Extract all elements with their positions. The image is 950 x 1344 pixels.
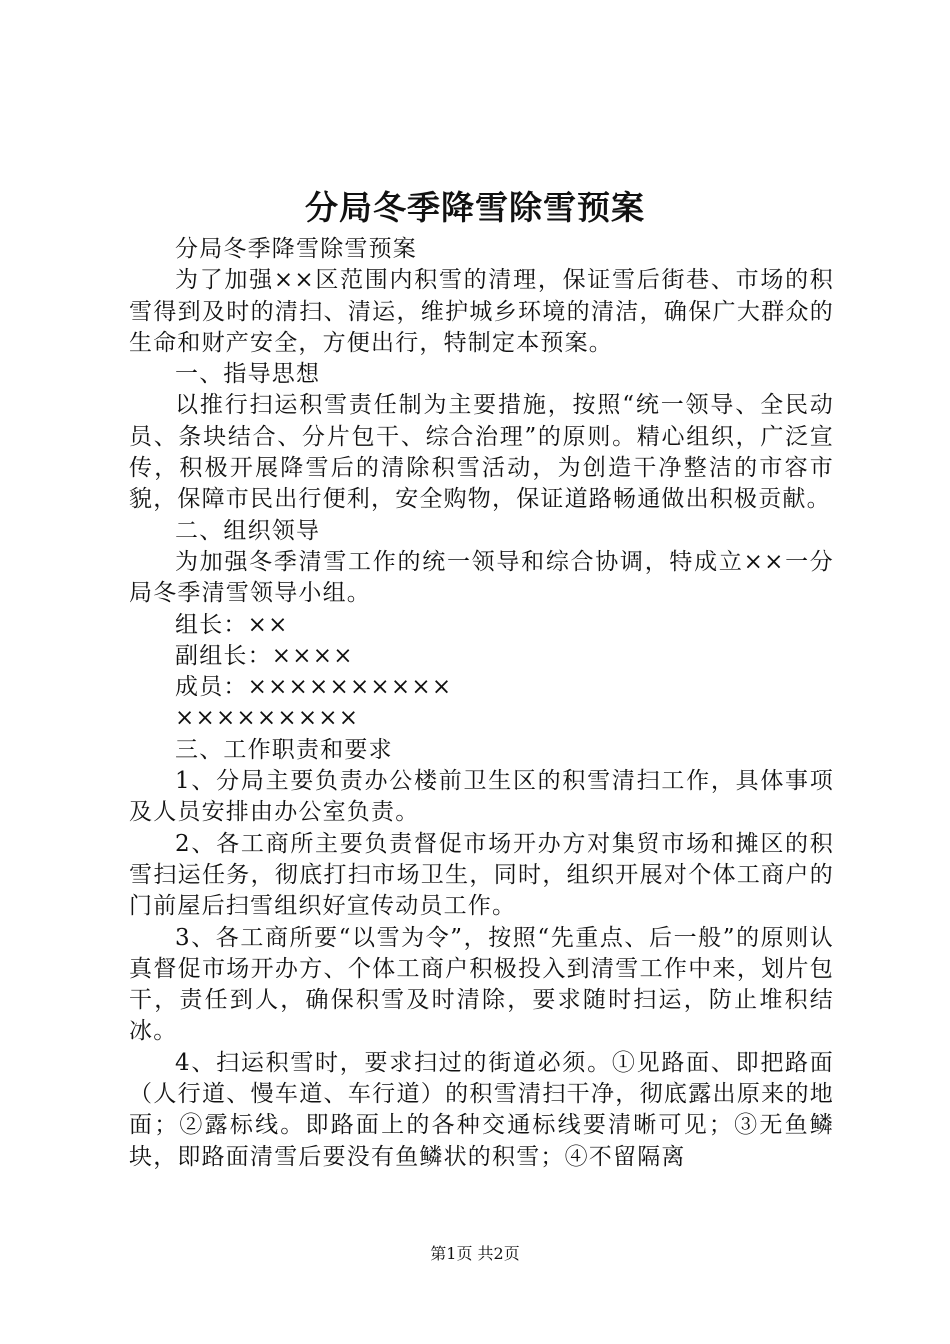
paragraph-duty-1: 1、分局主要负责办公楼前卫生区的积雪清扫工作，具体事项及人员安排由办公室负责。	[129, 768, 834, 826]
heading-duties: 三、工作职责和要求	[175, 736, 393, 763]
paragraph-organization: 为加强冬季清雪工作的统一领导和综合协调，特成立××一分局冬季清雪领导小组。	[129, 548, 834, 607]
paragraph-guiding-principle: 以推行扫运积雪责任制为主要措施，按照“统一领导、全民动员、条块结合、分片包干、综合治理”的原则。精心组织，广泛宣传，积极开展降雪后的清除积雪活动，为创造干净整洁的市容市貌，保障市民出行便利，安全购物，保证道路畅通做出积极贡献。	[129, 392, 834, 513]
paragraph-deputy-leader: 副组长：××××	[175, 642, 354, 669]
paragraph-intro: 为了加强××区范围内积雪的清理，保证雪后街巷、市场的积雪得到及时的清扫、清运，维护城乡环境的清洁，确保广大群众的生命和财产安全，方便出行，特制定本预案。	[129, 267, 834, 356]
page-footer: 第1页 共2页	[430, 1244, 520, 1263]
paragraph-subtitle: 分局冬季降雪除雪预案	[175, 236, 417, 262]
document-body	[129, 234, 834, 1173]
paragraph-duty-3: 3、各工商所要“以雪为令”，按照“先重点、后一般”的原则认真督促市场开办方、个体工商户积极投入到清雪工作中来，划片包干，责任到人，确保积雪及时清除，要求随时扫运，防止堆积结冰。	[129, 924, 834, 1045]
heading-organization: 二、组织领导	[175, 517, 321, 544]
paragraph-leader: 组长：××	[175, 611, 289, 638]
paragraph-members: 成员：××××××××××	[175, 674, 453, 701]
paragraph-duty-4: 4、扫运积雪时，要求扫过的街道必须。①见路面、即把路面（人行道、慢车道、车行道）的积雪清扫干净，彻底露出原来的地面；②露标线。即路面上的各种交通标线要清晰可见；③无鱼鳞块，即路面清雪后要没有鱼鳞状的积雪；④不留隔离	[129, 1049, 834, 1170]
heading-guiding-principle: 一、指导思想	[175, 361, 321, 388]
paragraph-duty-2: 2、各工商所主要负责督促市场开办方对集贸市场和摊区的积雪扫运任务，彻底打扫市场卫生，同时，组织开展对个体工商户的门前屋后扫雪组织好宣传动员工作。	[129, 830, 834, 920]
paragraph-members-continued: ×××××××××	[175, 705, 360, 732]
document-title: 分局冬季降雪除雪预案	[305, 188, 645, 227]
